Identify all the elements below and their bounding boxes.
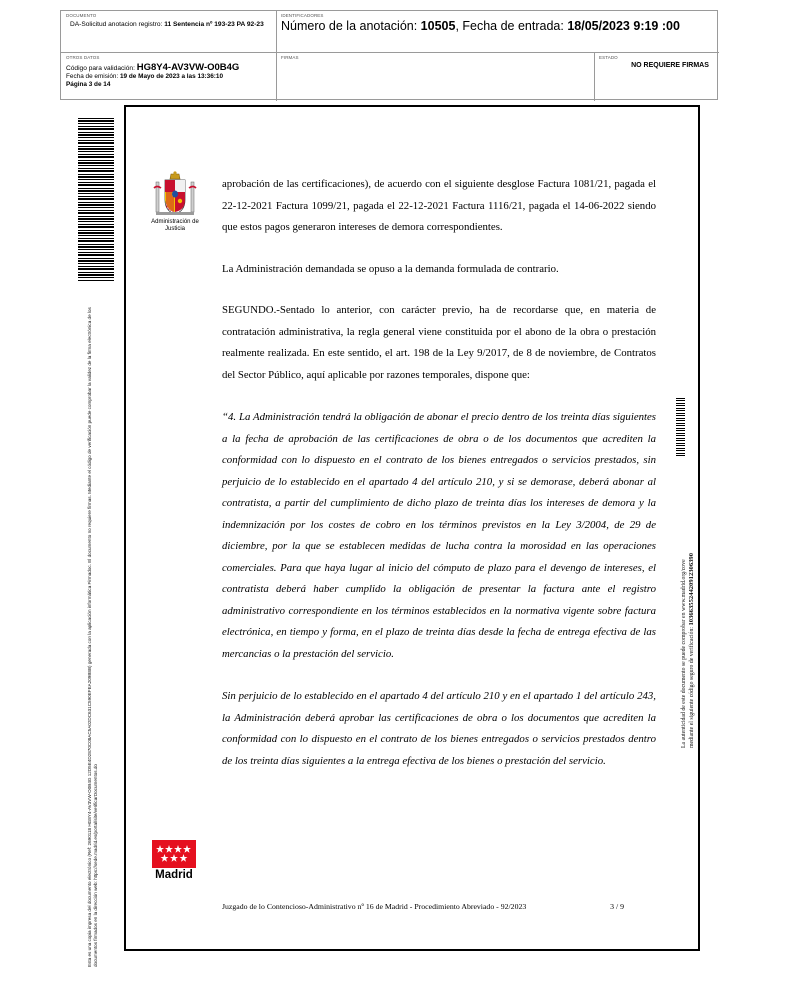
page-footer bbox=[222, 902, 658, 911]
stars-icon bbox=[152, 840, 196, 868]
documento-cell bbox=[61, 11, 277, 53]
court-reference: Juzgado de lo Contencioso-Administrativo nº 16 de Madrid - Procedimiento Abreviado - 92/2023 bbox=[222, 902, 527, 911]
estado-cell bbox=[595, 53, 719, 101]
verification-side-note: Esta es una copia impresa del documento electrónico (Ref: 2690118 HG8Y4-AV3VW-O0B4G 12D5E4D2870C08AC5A02DC631C590EFEA209B8B) generada con la aplicación informática Firmadoc. El documento no requiere firmas. Mediante el código de verificación puede comprobar la validez de la firma electrónica de los documentos firmados en la dirección web: https://sede.madrid.es/portal/site/verificarDocumentos.do bbox=[87, 307, 99, 967]
paragraph: La Administración demandada se opuso a la demanda formulada de contrario. bbox=[222, 262, 559, 275]
documento-label: DOCUMENTO bbox=[66, 13, 97, 18]
identificadores-label: IDENTIFICADORES bbox=[281, 13, 324, 18]
quote-paragraph: Sin perjuicio de lo establecido en el apartado 4 del artículo 210 y en el apartado 1 del artículo 243, la Administración deberá aprobar las certificaciones de obra o los documentos que acrediten la conformidad con lo dispuesto en el contrato de los bienes entregados o servicios prestados dentro de los treinta días siguientes a la entrega efectiva de los bienes o prestación del servicio. bbox=[222, 690, 656, 767]
madrid-flag-icon bbox=[152, 840, 196, 868]
madrid-logo bbox=[152, 840, 196, 884]
quote-paragraph: “4. La Administración tendrá la obligación de abonar el precio dentro de los treinta días siguientes a la fecha de aprobación de las certificaciones de obra o de los documentos que acrediten la conformidad con lo dispuesto en el contrato de los bienes entregados o servicios prestados, sin perjuicio de lo establecido en el apartado 4 del artículo 210, y si se demorase, deberá abonar al contratista, a partir del cumplimiento de dicho plazo de treinta días los intereses de demora y la indemnización por los costes de cobro en los términos previstos en la Ley 3/2004, de 29 de diciembre, por la que se establecen medidas de lucha contra la morosidad en las operaciones comerciales. Para que haya lugar al inicio del cómputo de plazo para el devengo de intereses, el contratista deberá haber cumplido la obligación de presentar la factura ante el registro administrativo correspondiente en los términos establecidos en la normativa vigente sobre factura electrónica, en tiempo y forma, en el plazo de treinta días desde la fecha de entrega efectiva de las mercancias o la prestación del servicio. bbox=[222, 411, 656, 660]
pagina-indicator: Página 3 de 14 bbox=[66, 80, 111, 88]
identificadores-cell bbox=[277, 11, 719, 53]
otros-datos-label: OTROS DATOS bbox=[66, 55, 100, 60]
fecha-emision: Fecha de emisión: 19 de Mayo de 2023 a las 13:36:10 bbox=[66, 73, 224, 80]
documento-text: DA-Solicitud anotacion registro: 11 Sentencia nº 193-23 PA 92-23 bbox=[70, 21, 264, 28]
otros-datos-cell bbox=[61, 53, 277, 101]
firmas-label: FIRMAS bbox=[281, 55, 299, 60]
firmas-cell bbox=[277, 53, 595, 101]
estado-label: ESTADO bbox=[599, 55, 618, 60]
madrid-wordmark: Madrid bbox=[155, 869, 193, 881]
left-barcode bbox=[78, 118, 114, 281]
anotacion-line: Número de la anotación: 10505, Fecha de entrada: 18/05/2023 9:19 :00 bbox=[281, 19, 680, 33]
document-body bbox=[222, 174, 656, 772]
admin-justicia-label: Administración de Justicia bbox=[151, 219, 199, 232]
page-number: 3 / 9 bbox=[610, 902, 624, 911]
codigo-validacion: Código para validación: HG8Y4-AV3VW-O0B4G bbox=[66, 62, 240, 73]
estado-value: NO REQUIERE FIRMAS bbox=[631, 62, 709, 69]
document-header bbox=[60, 10, 718, 100]
cove-verification-note: La autenticidad de este documento se puede comprobar en www.madrid.org/cove mediante el siguiente código seguro de verificación: 1036635524420912306390 bbox=[681, 552, 695, 748]
paragraph: aprobación de las certificaciones), de acuerdo con el siguiente desglose Factura 1081/21, pagada el 22-12-2021 Factura 1099/21, pagada el 22-12-2021 Factura 1116/21, pagada el 14-06-2022 siendo que estos pagos generaron intereses de demora correspondientes. bbox=[222, 178, 656, 233]
paragraph: SEGUNDO.-Sentado lo anterior, con carácter previo, ha de recordarse que, en materia de contratación administrativa, la regla general viene constituida por el abono de la obra o prestación realmente realizada. En este sentido, el art. 198 de la Ley 9/2017, de 8 de noviembre, de Contratos del Sector Público, aquí aplicable por razones temporales, dispone que: bbox=[222, 304, 656, 381]
